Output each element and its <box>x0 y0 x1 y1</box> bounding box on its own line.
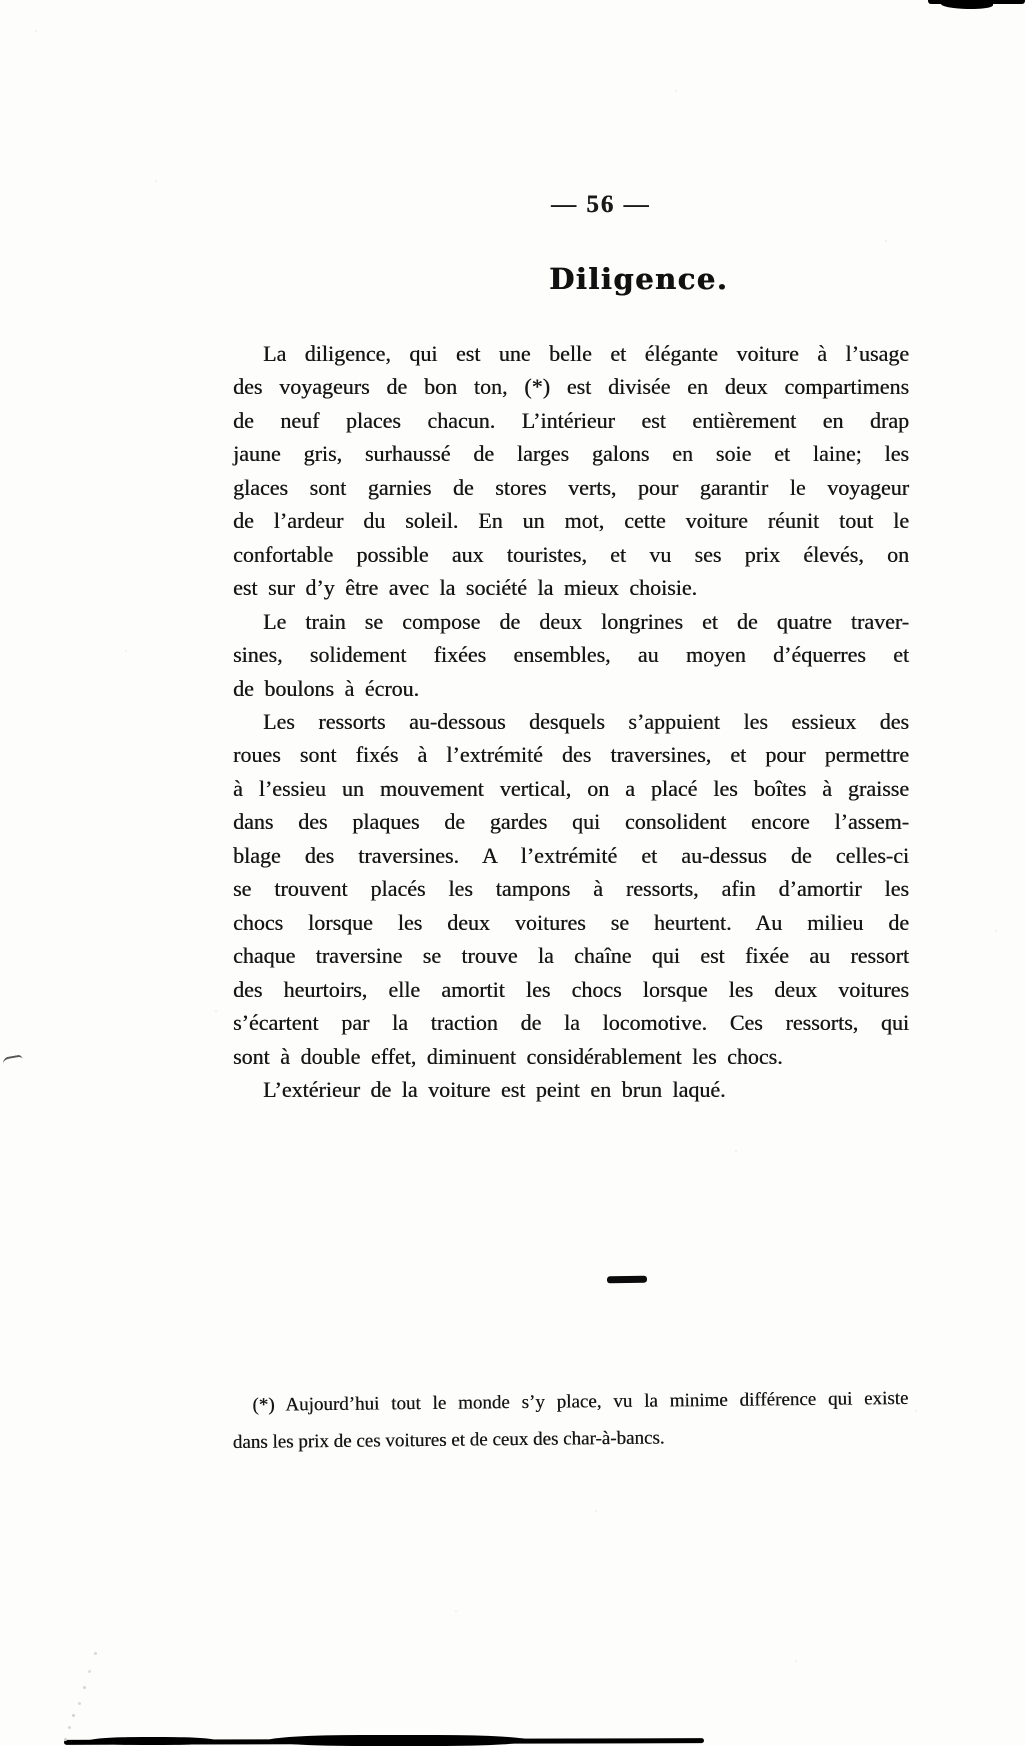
paragraph <box>233 1073 909 1106</box>
footnote <box>232 1380 909 1461</box>
text-line: La diligence, qui est une belle et élégante voiture à l’usage <box>263 341 909 366</box>
scan-artifact-paper-specks <box>35 30 37 32</box>
footnote-line: (*) Aujourd’hui tout le monde s’y place, vu la minime différence qui existe <box>252 1387 909 1416</box>
text-line: confortable possible aux touristes, et vu ses prix élevés, on <box>233 541 909 567</box>
text-line: de l’ardeur du soleil. En un mot, cette voiture réunit tout le <box>233 508 909 534</box>
section-title: Diligence. <box>549 262 729 296</box>
text-line: se trouvent placés les tampons à ressorts, afin d’amortir les <box>233 876 909 902</box>
text-line: est sur d’y être avec la société la mieux choisie. <box>233 575 698 601</box>
text-line: sines, solidement fixées ensembles, au moyen d’équerres et <box>233 642 909 668</box>
page-number: — 56 — <box>551 191 651 218</box>
text-line: à l’essieu un mouvement vertical, on a placé les boîtes à graisse <box>233 775 909 801</box>
text-line: glaces sont garnies de stores verts, pour garantir le voyageur <box>233 474 909 500</box>
scan-artifact-bottom-streak-bulge <box>268 1735 530 1746</box>
text-line: des heurtoirs, elle amortit les chocs lorsque les deux voitures <box>233 976 909 1002</box>
text-line: de boulons à écrou. <box>233 675 420 701</box>
text-line: des voyageurs de bon ton, (*) est divisée en deux compartimens <box>233 374 909 400</box>
paragraph <box>233 605 909 705</box>
paragraph <box>233 337 909 605</box>
text-line: jaune gris, surhaussé de larges galons en soie et laine; les <box>233 441 909 467</box>
scan-artifact-dot-trail <box>94 1652 97 1655</box>
text-line: dans des plaques de gardes qui consolident encore l’assem- <box>233 809 909 835</box>
text-line: sont à double effet, diminuent considérablement les chocs. <box>233 1043 783 1069</box>
body-text <box>233 337 909 1106</box>
text-line: chocs lorsque les deux voitures se heurtent. Au milieu de <box>233 909 909 935</box>
scan-artifact-bottom-streak-bulge2 <box>88 1737 218 1745</box>
scan-artifact-top-right-blob <box>941 0 993 10</box>
footnote-line: dans les prix de ces voitures et de ceux des char-à-bancs. <box>232 1427 665 1454</box>
text-line: Le train se compose de deux longrines et de quatre traver- <box>263 608 909 634</box>
text-line: de neuf places chacun. L’intérieur est entièrement en drap <box>233 407 909 433</box>
text-line: roues sont fixés à l’extrémité des traversines, et pour permettre <box>233 742 909 768</box>
text-line: L’extérieur de la voiture est peint en brun laqué. <box>263 1076 726 1102</box>
text-line: s’écartent par la traction de la locomotive. Ces ressorts, qui <box>233 1010 909 1036</box>
text-line: blage des traversines. A l’extrémité et au-dessus de celles-ci <box>233 842 909 868</box>
scan-artifact-margin-squiggle <box>2 1054 24 1068</box>
separator-dash <box>607 1276 647 1284</box>
paragraph <box>233 705 909 1073</box>
text-line: chaque traversine se trouve la chaîne qui est fixée au ressort <box>233 943 909 969</box>
text-line: Les ressorts au-dessous desquels s’appuient les essieux des <box>263 708 909 734</box>
